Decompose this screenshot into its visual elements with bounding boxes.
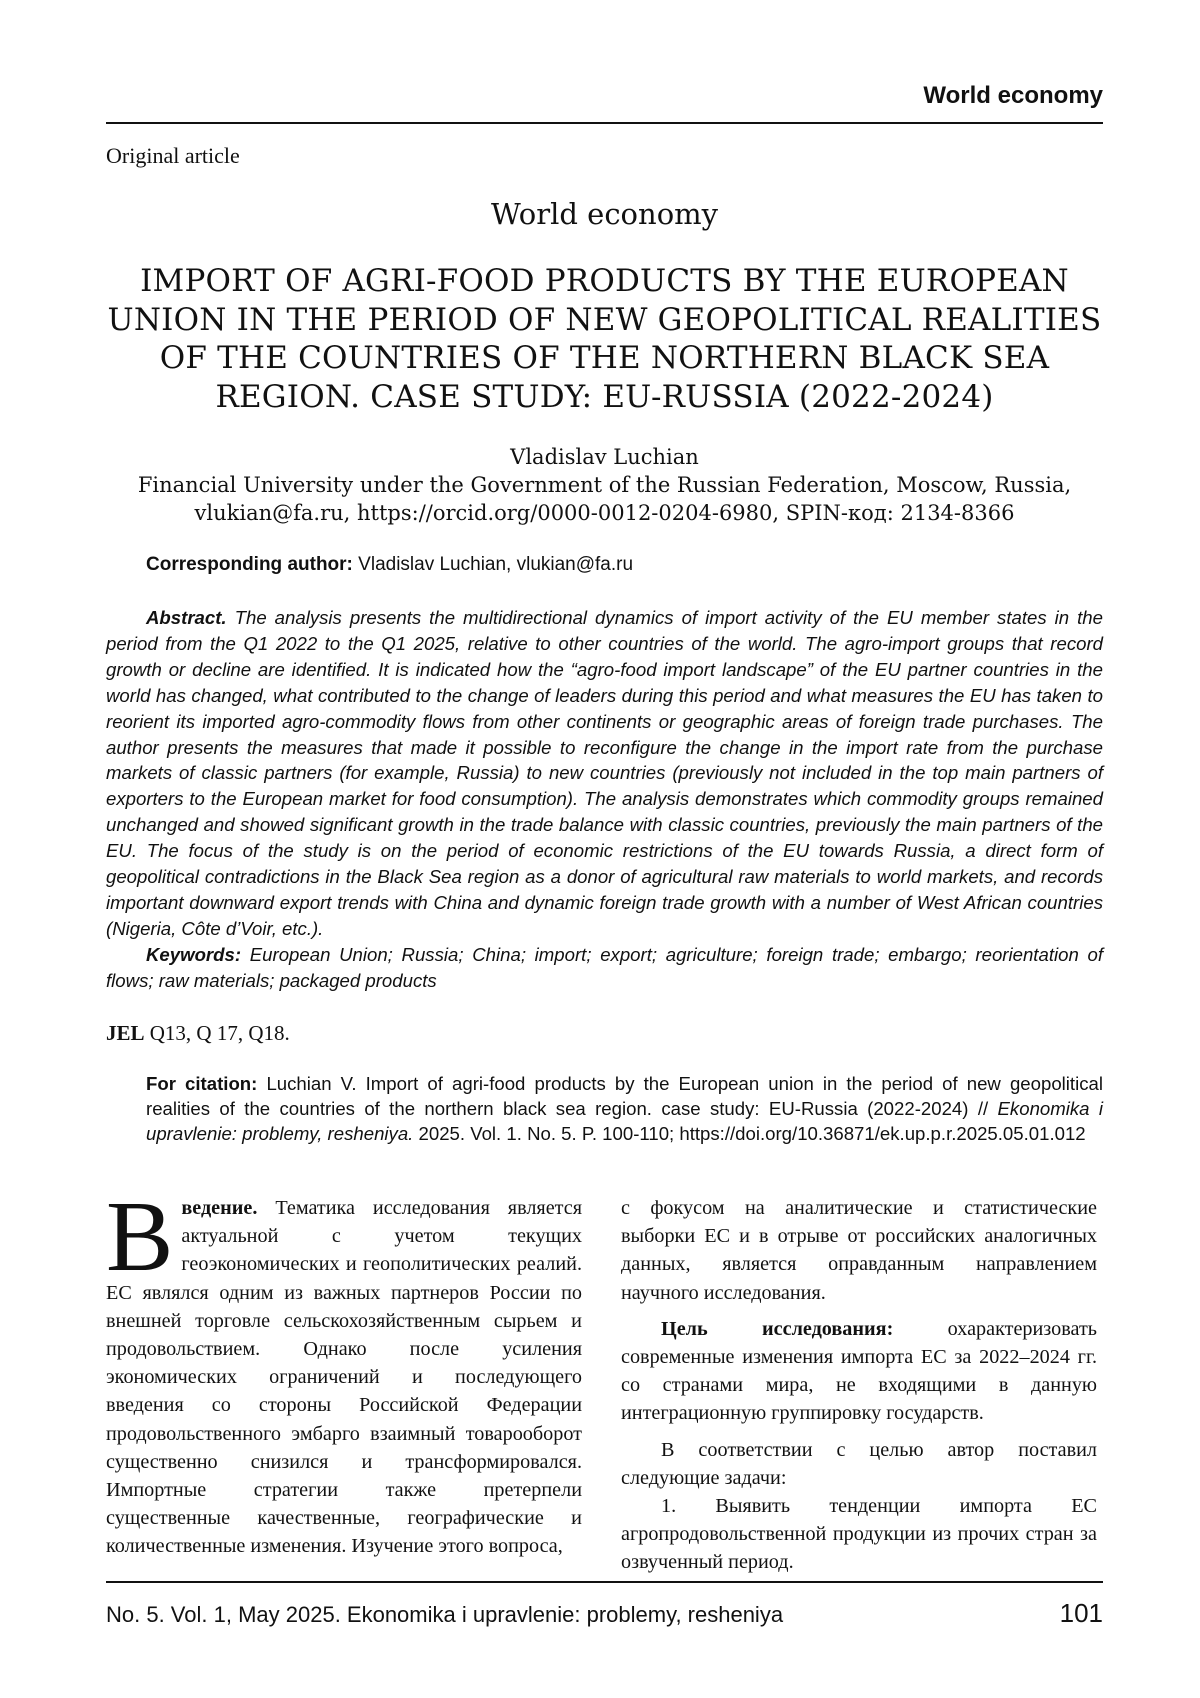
article-type: Original article: [106, 143, 240, 169]
goal-paragraph: [621, 1315, 1097, 1428]
section-heading: World economy: [106, 197, 1103, 231]
corresponding-label: Corresponding author:: [146, 554, 353, 575]
keywords-paragraph: [106, 942, 1103, 994]
footer-rule: [106, 1581, 1103, 1583]
citation-journal: Ekonomika i upravlenie: problemy, resheniya.: [146, 1098, 1103, 1144]
article-title: IMPORT OF AGRI-FOOD PRODUCTS BY THE EUROPEAN UNION IN THE PERIOD OF NEW GEOPOLITICAL REALITIES OF THE COUNTRIES OF THE NORTHERN BLACK SEA REGION. CASE STUDY: EU-RUSSIA (2022-2024): [106, 262, 1103, 416]
goal-label: Цель исследования:: [661, 1318, 893, 1340]
jel-codes: [106, 1021, 290, 1046]
author-contacts: vlukian@fa.ru, https://orcid.org/0000-0012-0204-6980, SPIN-код: 2134-8366: [106, 499, 1103, 527]
page-number: 101: [1060, 1598, 1103, 1629]
page: [106, 0, 1103, 1698]
author-block: [106, 443, 1103, 527]
task-1-paragraph: 1. Выявить тенденции импорта ЕС агропродовольственной продукции из прочих стран за озвученный период.: [621, 1492, 1097, 1577]
footer-journal-line: No. 5. Vol. 1, May 2025. Ekonomika i upravlenie: problemy, resheniya: [106, 1602, 783, 1628]
abstract-paragraph: [106, 605, 1103, 942]
corresponding-value: Vladislav Luchian, vlukian@fa.ru: [358, 554, 633, 575]
body-column-right: [621, 1194, 1097, 1577]
abstract-label: Abstract.: [146, 607, 227, 628]
keywords-text: European Union; Russia; China; import; export; agriculture; foreign trade; embargo; reorientation of flows; raw materials; packaged products: [106, 944, 1103, 991]
keywords-label: Keywords:: [146, 944, 241, 965]
author-name: Vladislav Luchian: [106, 443, 1103, 471]
jel-values: Q13, Q 17, Q18.: [150, 1021, 290, 1045]
tasks-intro-paragraph: В соответствии с целью автор поставил следующие задачи:: [621, 1436, 1097, 1492]
header-rule: [106, 122, 1103, 124]
jel-label: JEL: [106, 1021, 145, 1045]
drop-cap: В: [106, 1196, 173, 1278]
abstract: [106, 605, 1103, 994]
running-header: World economy: [923, 82, 1103, 110]
citation-text-start: Luchian V. Import of agri-food products by the European union in the period of new geopolitical realities of the countries of the northern black sea region. case study: EU-Russia (2022-2024) //: [146, 1073, 1103, 1119]
corresponding-author: [146, 554, 1103, 576]
goal-text: охарактеризовать современные изменения импорта ЕС за 2022–2024 гг. со странами мира, не входящими в данную интеграционную группировку государств.: [621, 1318, 1097, 1425]
intro-paragraph: [106, 1194, 582, 1561]
author-affiliation: Financial University under the Government of the Russian Federation, Moscow, Russia,: [106, 471, 1103, 499]
intro-label: ведение.: [181, 1197, 257, 1219]
intro-text: Тематика исследования является актуальной с учетом текущих геоэкономических и геополитических реалий. ЕС являлся одним из важных партнеров России по внешней торговле сельскохозяйственным сырьем и продовольствием. Однако после усиления экономических ограничений и последующего введения со стороны Российской Федерации продовольственного эмбарго взаимный товарооборот существенно снизился и трансформировался. Импортные стратегии также претерпели существенные качественные, географические и количественные изменения. Изучение этого вопроса,: [106, 1197, 582, 1557]
citation: [146, 1071, 1103, 1146]
body-column-left: [106, 1194, 582, 1561]
continuation-paragraph: с фокусом на аналитические и статистические выборки ЕС и в отрыве от российских аналогичных данных, является оправданным направлением научного исследования.: [621, 1194, 1097, 1307]
citation-label: For citation:: [146, 1073, 257, 1094]
citation-text-end: 2025. Vol. 1. No. 5. P. 100-110; https://doi.org/10.36871/ek.up.p.r.2025.05.01.012: [419, 1123, 1086, 1144]
abstract-text: The analysis presents the multidirectional dynamics of import activity of the EU member states in the period from the Q1 2022 to the Q1 2025, relative to other countries of the world. The agro-import groups that record growth or decline are identified. It is indicated how the “agro-food import landscape” of the EU partner countries in the world has changed, what contributed to the change of leaders during this period and what measures the EU has taken to reorient its imported agro-commodity flows from other continents or geographic areas of foreign trade purchases. The author presents the measures that made it possible to reconfigure the change in the import rate from the purchase markets of classic partners (for example, Russia) to new countries (previously not included in the top main partners of exporters to the European market for food consumption). The analysis demonstrates which commodity groups remained unchanged and showed significant growth in the trade balance with classic countries, previously the main partners of the EU. The focus of the study is on the period of economic restrictions of the EU towards Russia, a direct form of geopolitical contradictions in the Black Sea region as a donor of agricultural raw materials to world markets, and records important downward export trends with China and dynamic foreign trade growth with a number of West African countries (Nigeria, Côte d’Voir, etc.).: [106, 607, 1103, 939]
